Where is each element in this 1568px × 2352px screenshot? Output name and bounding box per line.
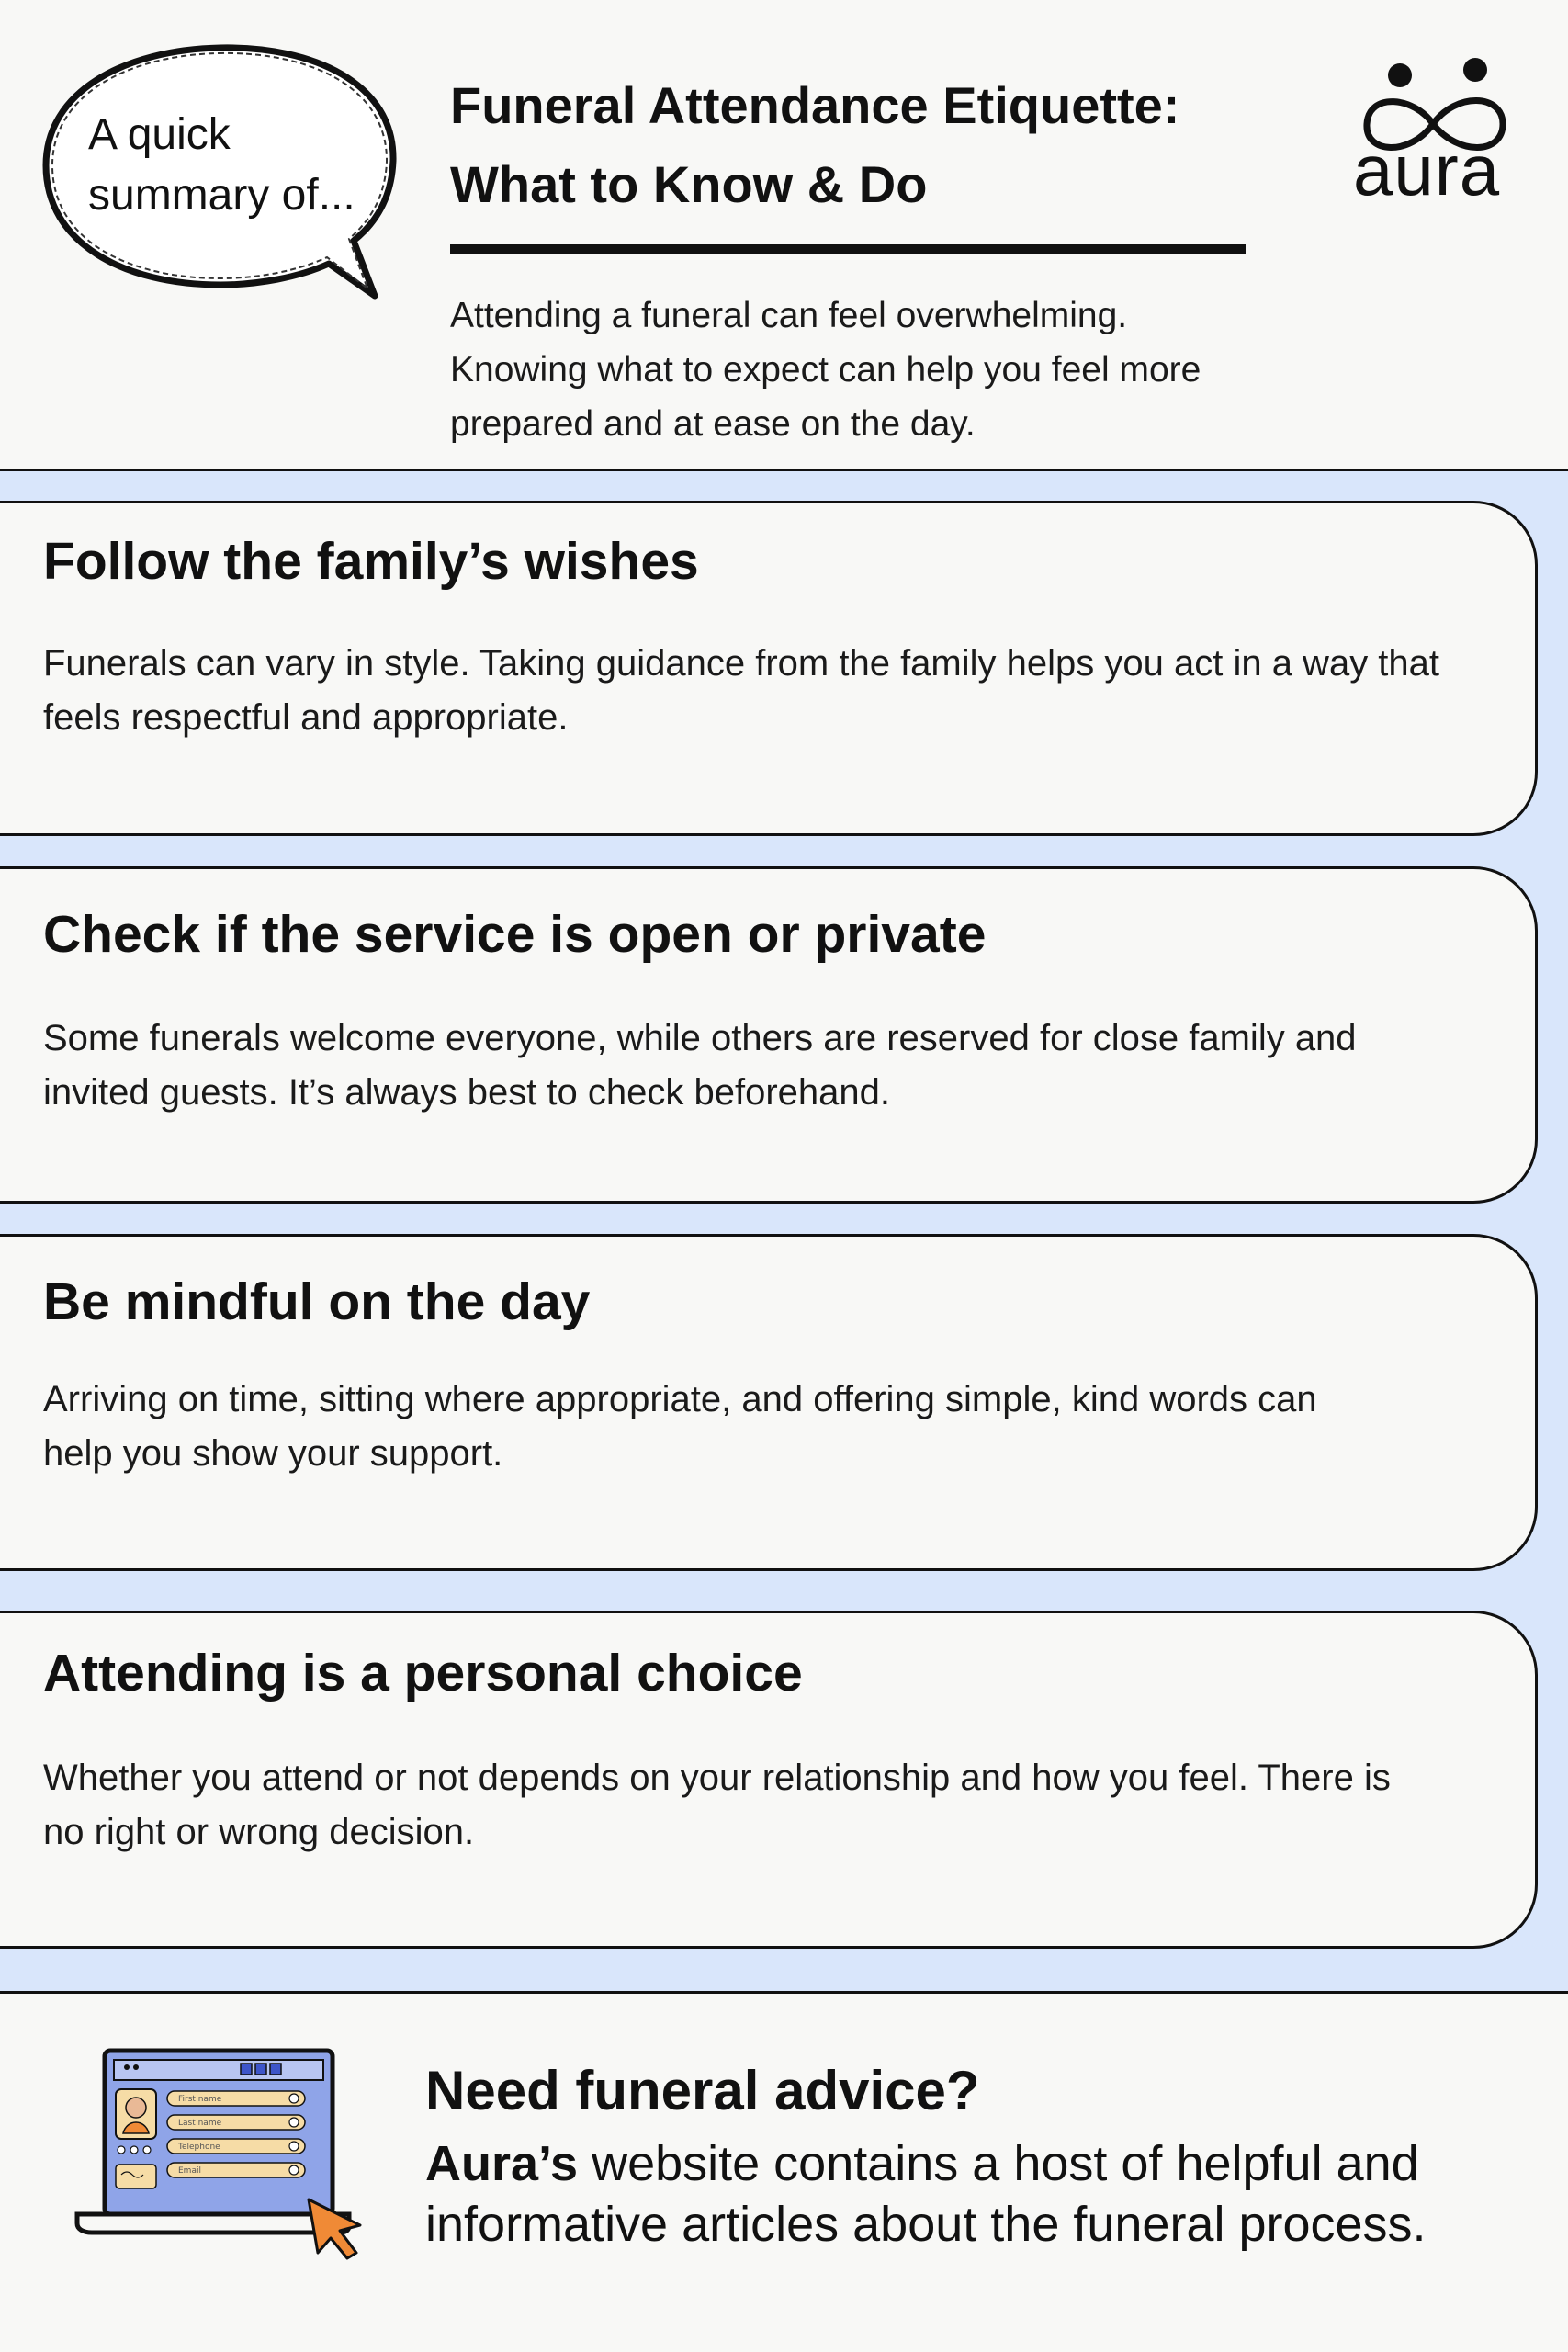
tip-body-line: no right or wrong decision. (43, 1812, 475, 1852)
form-field-label: Last name (178, 2119, 222, 2128)
bubble-line: summary of... (88, 171, 355, 220)
footer-body (425, 2133, 1555, 2255)
tip-body-line: Whether you attend or not depends on your relationship and how you feel. There is (43, 1758, 1391, 1798)
bubble-text (88, 105, 391, 226)
tip-body-line: invited guests. It’s always best to check beforehand. (43, 1072, 891, 1113)
footer (0, 1994, 1568, 2352)
tip-body (43, 1751, 1495, 1860)
tip-body (43, 1012, 1495, 1120)
tip-body-line: feels respectful and appropriate. (43, 697, 569, 738)
tip-card (0, 501, 1538, 836)
laptop-icon (73, 2045, 367, 2266)
tip-body-line: Some funerals welcome everyone, while others are reserved for close family and (43, 1018, 1357, 1058)
footer-body-line: informative articles about the funeral process. (425, 2197, 1427, 2252)
tip-body (43, 637, 1495, 745)
tip-body-line: Funerals can vary in style. Taking guidance from the family helps you act in a way that (43, 643, 1440, 684)
title-line: Funeral Attendance Etiquette: (450, 76, 1180, 134)
intro-text (450, 288, 1332, 451)
intro-line: prepared and at ease on the day. (450, 404, 976, 444)
form-field-label: Telephone (178, 2143, 220, 2152)
tip-body (43, 1373, 1495, 1481)
tip-body-line: help you show your support. (43, 1433, 503, 1474)
form-field-label: Email (178, 2166, 201, 2176)
footer-body-line (425, 2133, 1555, 2194)
title-line: What to Know & Do (450, 155, 928, 213)
footer-title: Need funeral advice? (425, 2060, 980, 2121)
footer-brand: Aura’s (425, 2136, 579, 2191)
title-divider (450, 244, 1246, 254)
intro-line: Knowing what to expect can help you feel more (450, 350, 1201, 390)
tip-card (0, 1234, 1538, 1571)
tip-card (0, 866, 1538, 1204)
tips-section (0, 469, 1568, 1994)
logo-wordmark: aura (1353, 130, 1501, 210)
tip-title: Attending is a personal choice (43, 1644, 803, 1702)
bubble-line: A quick (88, 110, 231, 159)
page-title (450, 66, 1277, 224)
intro-line: Attending a funeral can feel overwhelming. (450, 296, 1128, 335)
tip-title: Check if the service is open or private (43, 905, 987, 964)
footer-body-text: website contains a host of helpful and (578, 2136, 1419, 2191)
tip-body-line: Arriving on time, sitting where appropriate, and offering simple, kind words can (43, 1379, 1317, 1419)
tip-title: Be mindful on the day (43, 1272, 591, 1331)
header (0, 0, 1568, 469)
speech-bubble (37, 37, 404, 312)
form-field-label: First name (178, 2095, 222, 2104)
tip-title: Follow the family’s wishes (43, 532, 699, 591)
tip-card (0, 1611, 1538, 1949)
